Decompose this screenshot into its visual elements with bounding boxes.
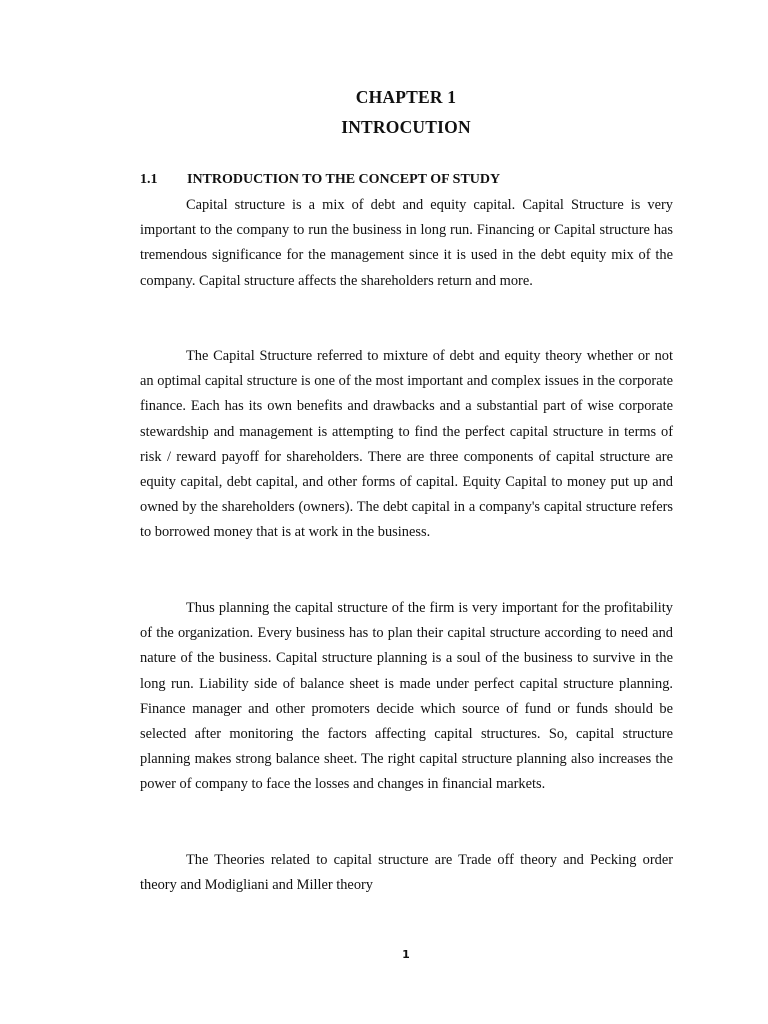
paragraph: Capital structure is a mix of debt and equity capital. Capital Structure is very important to the company to run the business in long run. Financing or Capital structure has tremendous significance for the management since it is used in the debt equity mix of the company. Capital structure affects the shareholders return and more. bbox=[140, 197, 673, 289]
paragraph: The Capital Structure referred to mixture of debt and equity theory whether or not an optimal capital structure is one of the most important and complex issues in the corporate finance. Each has its own benefits and drawbacks and a substantial part of wise corporate stewardship and management is attempting to find the perfect capital structure in terms of risk / reward payoff for shareholders. There are three components of capital structure are equity capital, debt capital, and other forms of capital. Equity Capital to money put up and owned by the shareholders (owners). The debt capital in a company's capital structure refers to borrowed money that is at work in the business. bbox=[140, 348, 673, 541]
paragraph: The Theories related to capital structure are Trade off theory and Pecking order theory and Modigliani and Miller theory bbox=[140, 852, 673, 894]
page-number: 1 bbox=[402, 948, 410, 961]
section-heading-text: INTRODUCTION TO THE CONCEPT OF STUDY bbox=[187, 172, 501, 187]
section-heading bbox=[140, 171, 500, 189]
chapter-title: INTROCUTION bbox=[341, 117, 471, 137]
paragraph: Thus planning the capital structure of the firm is very important for the profitability of the organization. Every business has to plan their capital structure according to need and nature of the business. Capital structure planning is a soul of the business to survive in the long run. Liability side of balance sheet is made under perfect capital structure planning. Finance manager and other promoters decide which source of fund or funds should be selected after monitoring the factors affecting capital structures. So, capital structure planning makes strong balance sheet. The right capital structure planning also increases the power of company to face the losses and changes in financial markets. bbox=[140, 600, 673, 793]
chapter-number: CHAPTER 1 bbox=[355, 87, 457, 107]
section-number: 1.1 bbox=[140, 172, 158, 187]
